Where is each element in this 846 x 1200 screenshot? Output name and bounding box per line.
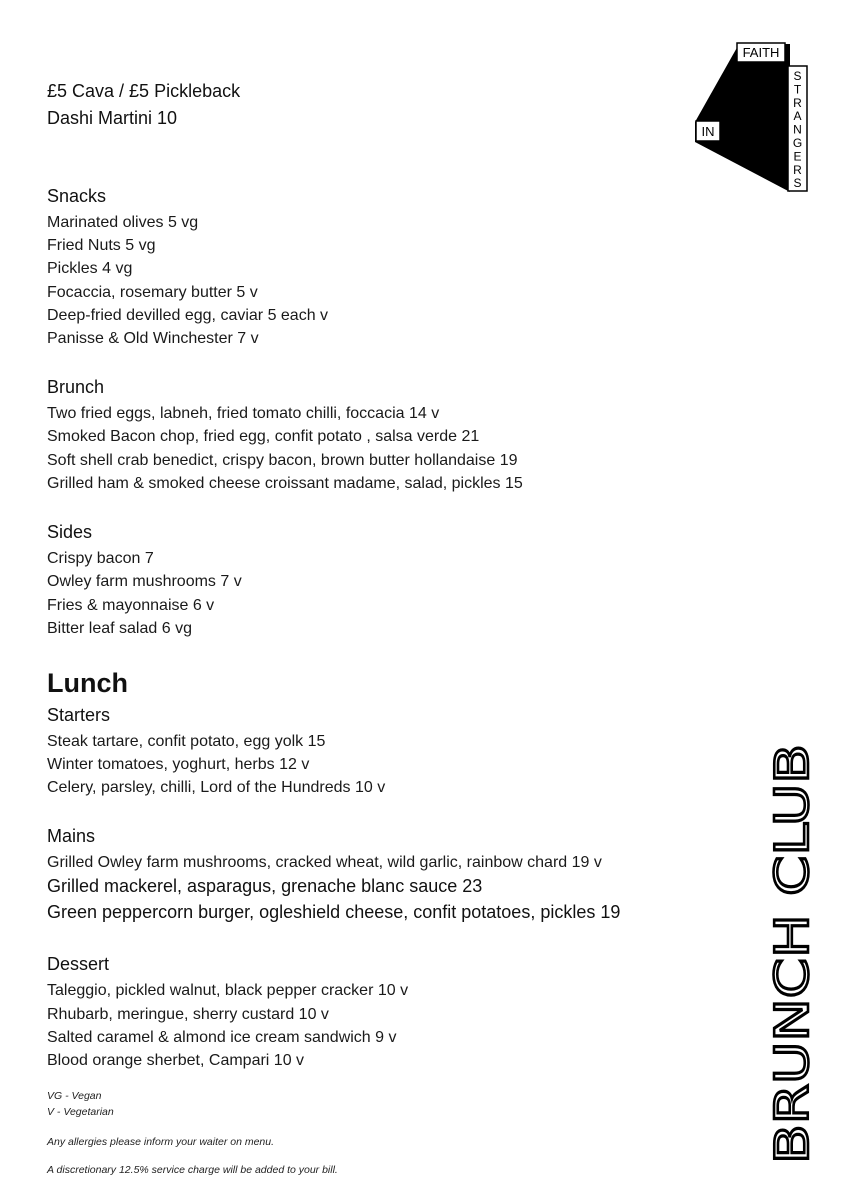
menu-item: Smoked Bacon chop, fried egg, confit potato , salsa verde 21: [47, 428, 480, 445]
menu-item: Grilled Owley farm mushrooms, cracked wheat, wild garlic, rainbow chard 19 v: [47, 854, 602, 871]
faith-in-strangers-logo: [695, 42, 813, 203]
section-title-snacks: Snacks: [47, 186, 107, 206]
legend-vegetarian: V - Vegetarian: [47, 1106, 114, 1118]
menu-item: Green peppercorn burger, ogleshield cheese, confit potatoes, pickles 19: [47, 902, 621, 922]
logo-letter: S: [793, 176, 802, 191]
menu-item: Fried Nuts 5 vg: [47, 237, 156, 254]
logo-letter: G: [792, 136, 803, 150]
logo-word-in: IN: [701, 124, 715, 139]
service-charge-note: A discretionary 12.5% service charge will be added to your bill.: [47, 1164, 338, 1176]
logo-word-faith: FAITH: [742, 45, 780, 60]
heading-lunch: Lunch: [47, 668, 128, 698]
logo-letter: S: [793, 69, 802, 83]
logo-letter: R: [793, 162, 802, 177]
allergy-note: Any allergies please inform your waiter on menu.: [47, 1136, 275, 1148]
logo-letter: T: [793, 82, 802, 97]
menu-item: Pickles 4 vg: [47, 260, 133, 277]
logo-letter: R: [793, 95, 802, 110]
menu-item: Fries & mayonnaise 6 v: [47, 597, 215, 614]
menu-item: Salted caramel & almond ice cream sandwich 9 v: [47, 1029, 397, 1046]
section-title-brunch: Brunch: [47, 377, 105, 397]
section-title-mains: Mains: [47, 826, 96, 846]
section-title-dessert: Dessert: [47, 954, 110, 974]
menu-item: Steak tartare, confit potato, egg yolk 15: [47, 733, 326, 750]
menu-item: Soft shell crab benedict, crispy bacon, brown butter hollandaise 19: [47, 452, 518, 469]
legend-vegan: VG - Vegan: [47, 1090, 102, 1102]
logo-letter: E: [793, 149, 802, 164]
menu-item: Celery, parsley, chilli, Lord of the Hundreds 10 v: [47, 779, 386, 796]
menu-item: Focaccia, rosemary butter 5 v: [47, 284, 258, 301]
menu-item: Blood orange sherbet, Campari 10 v: [47, 1052, 305, 1069]
drink-item: £5 Cava / £5 Pickleback: [47, 81, 241, 101]
menu-item: Owley farm mushrooms 7 v: [47, 573, 242, 590]
section-title-starters: Starters: [47, 705, 111, 725]
brunch-club-vertical-title: [765, 742, 819, 1172]
menu-item: Rhubarb, meringue, sherry custard 10 v: [47, 1006, 329, 1023]
brunch-club-text: BRUNCH CLUB: [765, 830, 819, 1164]
menu-item: Bitter leaf salad 6 vg: [47, 620, 192, 637]
menu-item: Winter tomatoes, yoghurt, herbs 12 v: [47, 756, 310, 773]
drink-item: Dashi Martini 10: [47, 108, 178, 128]
logo-letter: N: [793, 122, 802, 137]
logo-word-strangers: [793, 69, 802, 190]
menu-item: Two fried eggs, labneh, fried tomato chilli, foccacia 14 v: [47, 405, 440, 422]
menu-item: Deep-fried devilled egg, caviar 5 each v: [47, 307, 329, 324]
menu-item: Grilled mackerel, asparagus, grenache blanc sauce 23: [47, 876, 483, 896]
logo-letter: A: [793, 109, 802, 124]
section-title-sides: Sides: [47, 522, 93, 542]
menu-item: Crispy bacon 7: [47, 550, 154, 567]
menu-item: Taleggio, pickled walnut, black pepper cracker 10 v: [47, 982, 409, 999]
menu-item: Panisse & Old Winchester 7 v: [47, 330, 259, 347]
menu-item: Marinated olives 5 vg: [47, 214, 199, 231]
menu-item: Grilled ham & smoked cheese croissant madame, salad, pickles 15: [47, 475, 523, 492]
